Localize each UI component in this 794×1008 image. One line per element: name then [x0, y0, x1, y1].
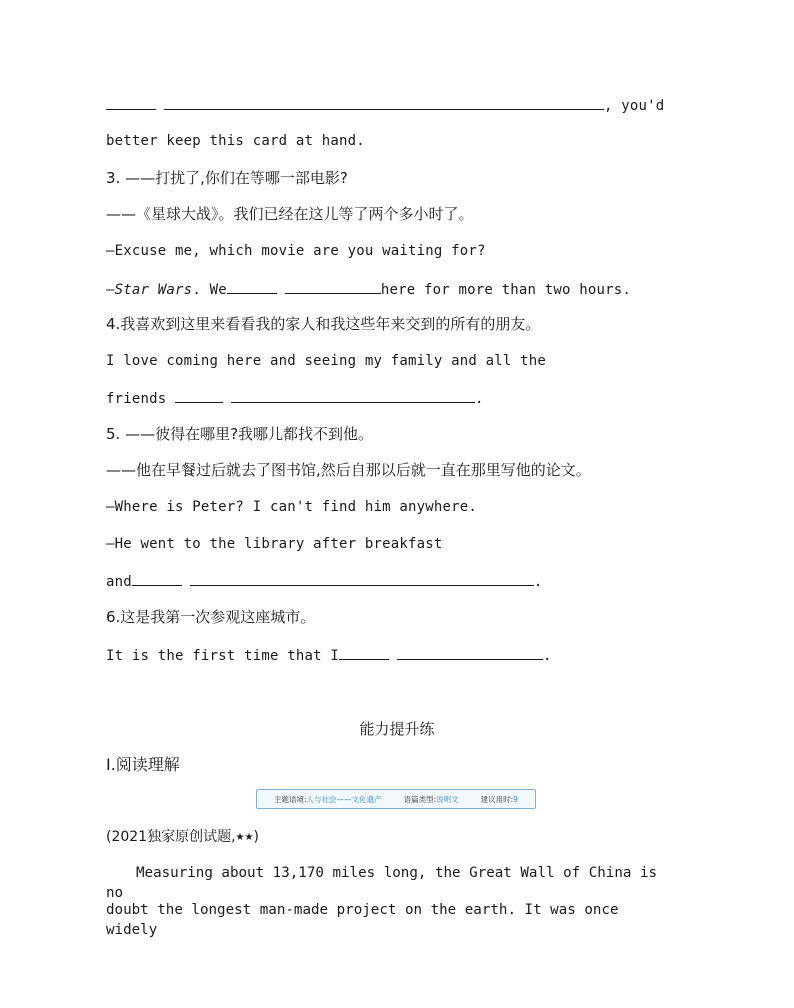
- answer-blank[interactable]: [285, 278, 381, 294]
- q6-english-line: It is the first time that I .: [106, 644, 552, 666]
- answer-blank[interactable]: [397, 644, 543, 660]
- q3-english-line-1: —Excuse me, which movie are you waiting for?: [106, 243, 486, 259]
- q2-answer-line: [106, 94, 664, 116]
- answer-blank[interactable]: [132, 570, 182, 586]
- q5-chinese-line-1: 5. ——彼得在哪里?我哪儿都找不到他。: [106, 425, 374, 443]
- theme-tag: 主题语境:人与社会——文化遗产: [274, 794, 382, 804]
- answer-blank[interactable]: [106, 94, 156, 110]
- answer-blank[interactable]: [190, 570, 534, 586]
- movie-title: Star Wars: [114, 282, 193, 298]
- q4-english-line-2: friends .: [106, 387, 484, 409]
- q5-english-line-3: and .: [106, 570, 543, 592]
- q5-english-line-1: —Where is Peter? I can't find him anywhere.: [106, 499, 478, 515]
- q2-english-line: better keep this card at hand.: [106, 133, 365, 149]
- genre-tag: 语篇类型:说明文: [403, 794, 459, 804]
- answer-blank[interactable]: [227, 278, 277, 294]
- q4-english-line-1: I love coming here and seeing my family and all the: [106, 353, 547, 369]
- time-tag: 建议用时:9: [480, 794, 518, 804]
- difficulty-stars-icon: ★★: [235, 832, 254, 843]
- passage-line-1: Measuring about 13,170 miles long, the Great Wall of China is no: [106, 865, 658, 901]
- answer-blank[interactable]: [339, 644, 389, 660]
- section-title: 能力提升练: [359, 720, 435, 738]
- q5-english-line-2: —He went to the library after breakfast: [106, 536, 443, 552]
- question-source: (2021独家原创试题,★★): [106, 829, 259, 845]
- answer-blank[interactable]: [175, 387, 223, 403]
- q2-text-end: , you'd: [604, 98, 665, 114]
- q4-chinese-line: 4.我喜欢到这里来看看我的家人和我这些年来交到的所有的朋友。: [106, 315, 541, 333]
- passage-line-2: doubt the longest man-made project on the earth. It was once widely: [106, 902, 619, 938]
- answer-blank[interactable]: [164, 94, 604, 110]
- answer-blank[interactable]: [231, 387, 475, 403]
- q5-chinese-line-2: ——他在早餐过后就去了图书馆,然后自那以后就一直在那里写他的论文。: [106, 461, 591, 479]
- passage-info-bar: [256, 789, 536, 809]
- q3-chinese-line-2: ——《星球大战》。我们已经在这儿等了两个多小时了。: [106, 205, 474, 223]
- q3-english-line-2: —Star Wars. We here for more than two hours.: [106, 278, 631, 300]
- part-title: Ⅰ.阅读理解: [106, 755, 180, 774]
- q6-chinese-line: 6.这是我第一次参观这座城市。: [106, 608, 316, 626]
- q3-chinese-line-1: 3. ——打扰了,你们在等哪一部电影?: [106, 169, 348, 187]
